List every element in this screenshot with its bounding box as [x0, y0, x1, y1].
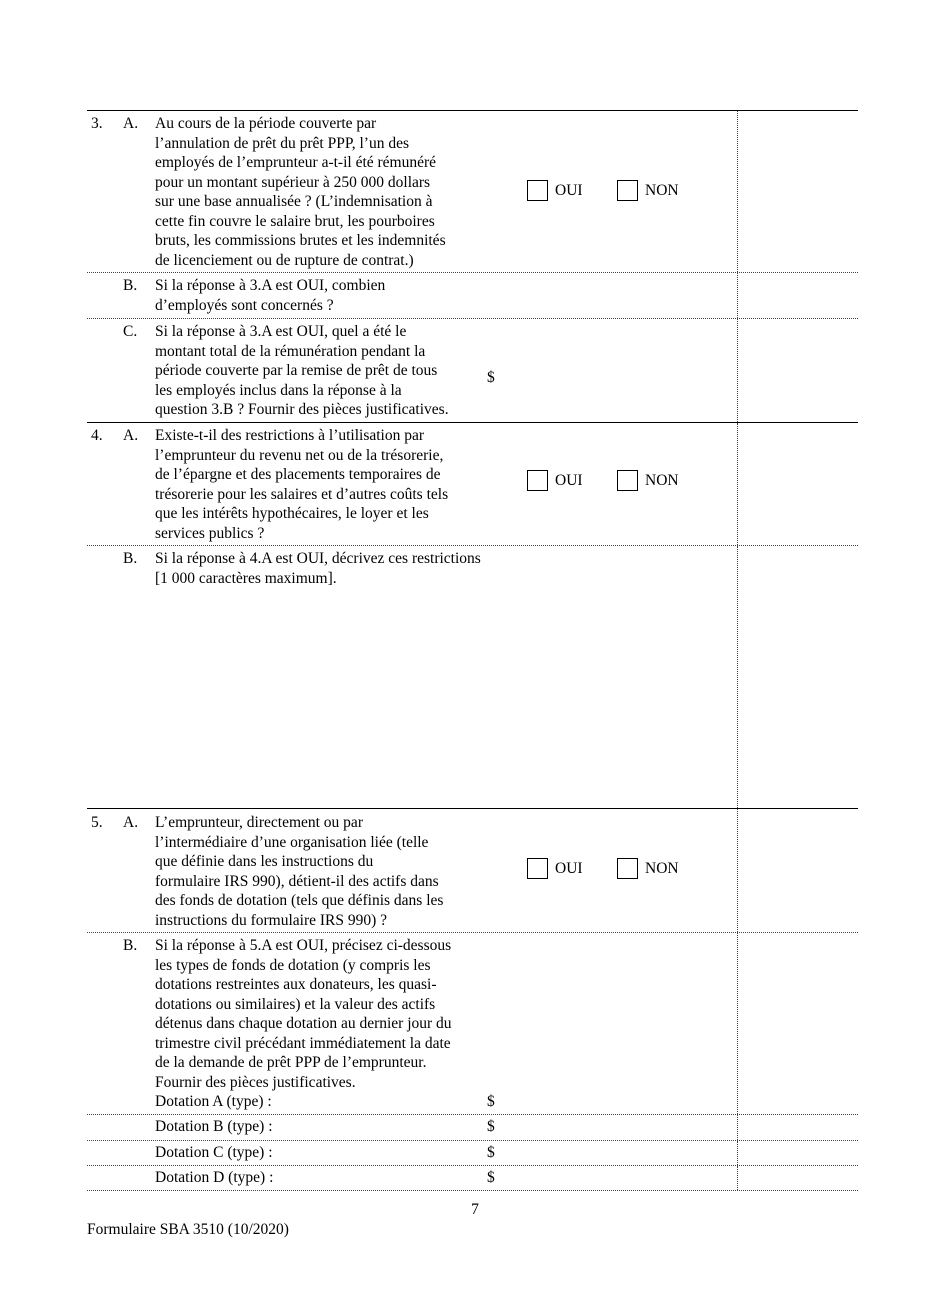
checkbox-4a-oui[interactable] — [527, 470, 548, 491]
amount-field-3c[interactable]: $ — [487, 369, 495, 386]
sub-question-letter: A. — [123, 115, 139, 132]
row-3b — [87, 273, 858, 319]
question-4a-text: Existe-t-il des restrictions à l’utilisation par l’emprunteur du revenu net ou de la trésorerie, de l’épargne et des placements temporaires de trésorerie pour les salaires et d’autres coûts tels que les intérêts hypothécaires, le loyer et les services publics ? — [155, 427, 449, 542]
sub-question-letter: C. — [123, 323, 138, 340]
sub-question-letter: A. — [123, 814, 139, 831]
endowment-d-label: Dotation D (type) : — [155, 1169, 274, 1186]
endowment-d-amount[interactable]: $ — [487, 1169, 495, 1186]
question-number: 3. — [91, 115, 103, 132]
checkbox-4a-non[interactable] — [617, 470, 638, 491]
question-3c-text: Si la réponse à 3.A est OUI, quel a été le montant total de la rémunération pendant la période couverte par la remise de prêt de tous les employés inclus dans la réponse à la question 3.B ? Fournir des pièces justificatives. — [155, 323, 449, 418]
endowment-c-amount[interactable]: $ — [487, 1144, 495, 1161]
endowment-a-label: Dotation A (type) : — [155, 1093, 272, 1110]
question-3a-text: Au cours de la période couverte par l’annulation de prêt du prêt PPP, l’un des employés de l’emprunteur a-t-il été rémunéré pour un montant supérieur à 250 000 dollars sur une base annualisée ? (L’indemnisation à cette fin couvre le salaire brut, les pourboires bruts, les commissions brutes et les indemnités de licenciement ou de rupture de contrat.) — [155, 115, 446, 269]
checkbox-3a-non[interactable] — [617, 180, 638, 201]
sub-question-letter: B. — [123, 937, 138, 954]
sub-question-letter: B. — [123, 277, 138, 294]
row-4b — [87, 546, 858, 809]
row-5a — [87, 809, 858, 933]
checkbox-5a-oui[interactable] — [527, 858, 548, 879]
page-number: 7 — [471, 1201, 479, 1218]
oui-label: OUI — [555, 182, 583, 199]
question-3b-text: Si la réponse à 3.A est OUI, combien d’employés sont concernés ? — [155, 277, 386, 314]
checkbox-5a-non[interactable] — [617, 858, 638, 879]
row-3a — [87, 111, 858, 273]
form-footer: Formulaire SBA 3510 (10/2020) — [87, 1221, 289, 1238]
question-number: 4. — [91, 427, 103, 444]
checkbox-3a-oui[interactable] — [527, 180, 548, 201]
question-5a-text: L’emprunteur, directement ou par l’intermédiaire d’une organisation liée (telle que définie dans les instructions du formulaire IRS 990), détient-il des actifs dans des fonds de dotation (tels que définis dans les instructions du formulaire IRS 990) ? — [155, 814, 444, 929]
yes-no-group-3a — [527, 180, 727, 204]
yes-no-group-4a — [527, 470, 727, 494]
endowment-b-label: Dotation B (type) : — [155, 1118, 273, 1135]
row-4a — [87, 423, 858, 546]
row-5b — [87, 933, 858, 1115]
non-label: NON — [645, 472, 679, 489]
endowment-c-label: Dotation C (type) : — [155, 1144, 273, 1161]
row-endowment-d — [87, 1166, 858, 1191]
oui-label: OUI — [555, 472, 583, 489]
row-endowment-c — [87, 1141, 858, 1166]
yes-no-group-5a — [527, 858, 727, 882]
sub-question-letter: A. — [123, 427, 139, 444]
question-number: 5. — [91, 814, 103, 831]
question-5b-text: Si la réponse à 5.A est OUI, précisez ci-dessous les types de fonds de dotation (y compris les dotations restreintes aux donateurs, les quasi- dotations ou similaires) et la valeur des actifs détenus dans chaque dotation au dernier jour du trimestre civil précédant immédiatement la date de la demande de prêt PPP de l’emprunteur. Fournir des pièces justificatives. — [155, 937, 452, 1091]
row-endowment-b — [87, 1115, 858, 1141]
non-label: NON — [645, 860, 679, 877]
sub-question-letter: B. — [123, 550, 138, 567]
non-label: NON — [645, 182, 679, 199]
form-table — [87, 110, 858, 1191]
oui-label: OUI — [555, 860, 583, 877]
endowment-a-amount[interactable]: $ — [487, 1093, 495, 1110]
row-3c — [87, 319, 858, 423]
question-4b-text: Si la réponse à 4.A est OUI, décrivez ces restrictions [1 000 caractères maximum]. — [155, 550, 481, 587]
endowment-b-amount[interactable]: $ — [487, 1118, 495, 1135]
